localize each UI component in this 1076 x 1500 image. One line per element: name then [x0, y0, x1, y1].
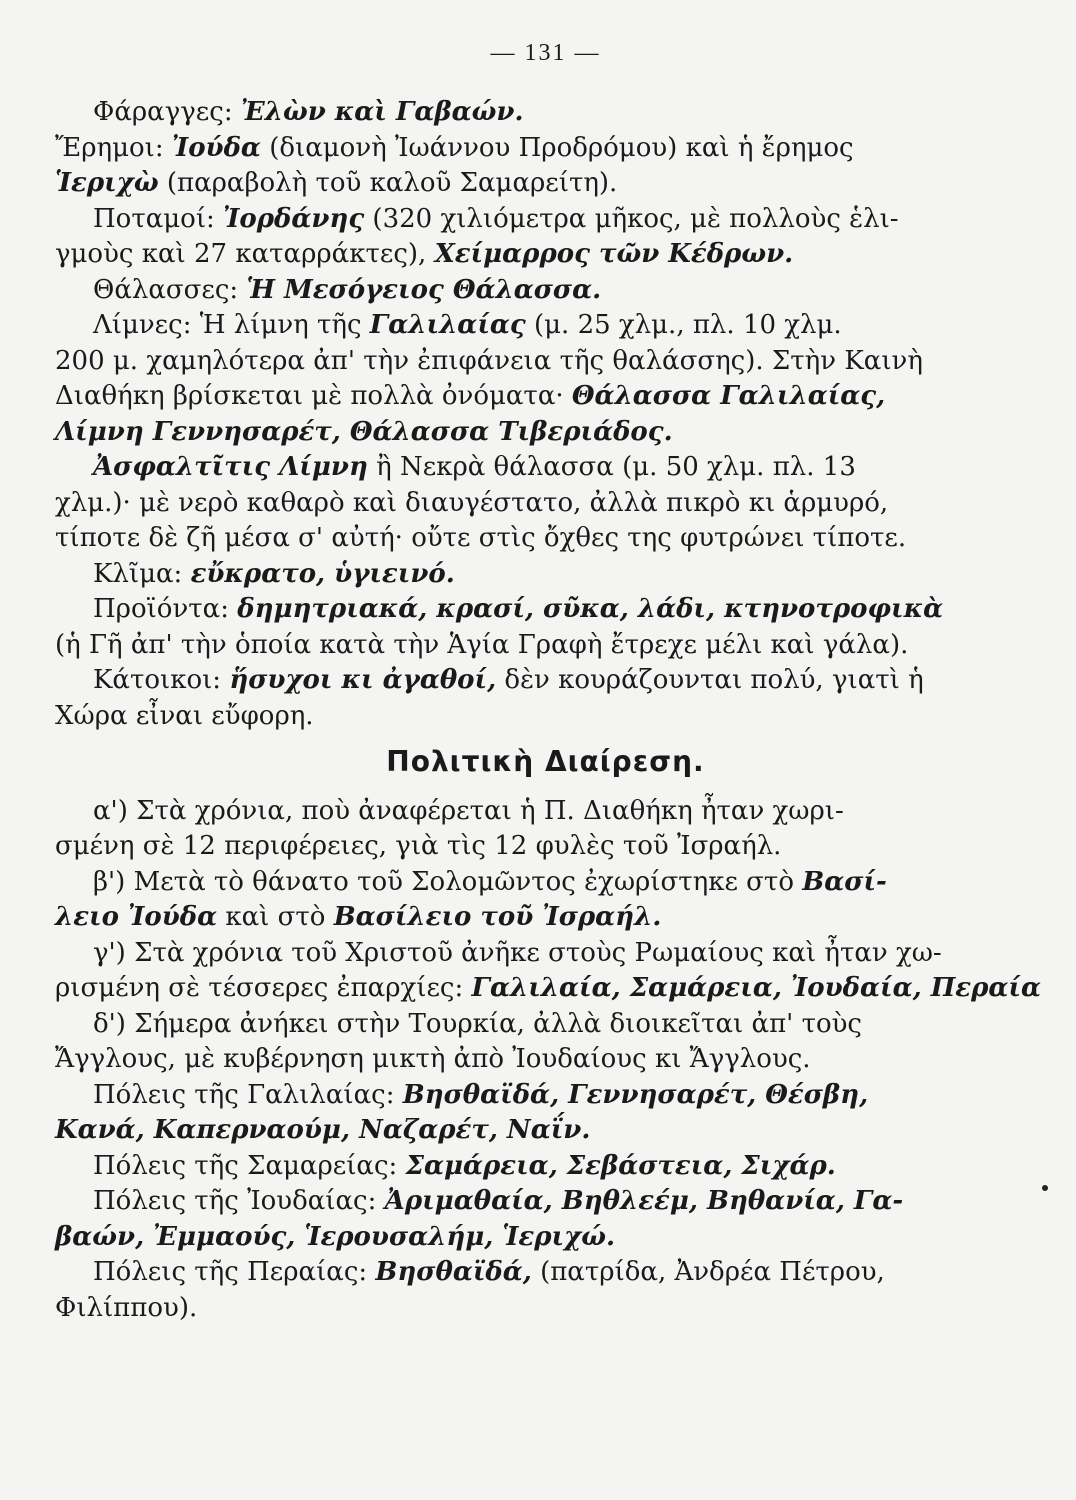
- plain-text: Φιλίππου).: [55, 1292, 198, 1323]
- emphasis-text: Ἰορδάνης: [223, 203, 365, 234]
- plain-text: Προϊόντα:: [93, 594, 238, 624]
- plain-text: γμοὺς καὶ 27 καταρράκτες),: [55, 239, 435, 269]
- emphasis-text: Βησθαϊδά, Γεννησαρέτ, Θέσβη,: [402, 1079, 869, 1110]
- text-line: [55, 1184, 996, 1220]
- plain-text: Ἄγγλους, μὲ κυβέρνηση μικτὴ ἀπὸ Ἰουδαίους κι Ἄγγλους.: [55, 1044, 811, 1074]
- plain-text: τίποτε δὲ ζῆ μέσα σ' αὐτή· οὔτε στὶς ὄχθες της φυτρώνει τίποτε.: [55, 523, 907, 553]
- text-line: [55, 202, 996, 238]
- emphasis-text: Ἱεριχὼ: [55, 168, 159, 198]
- plain-text: δὲν κουράζουνται πολύ, γιατὶ ἡ: [496, 665, 924, 695]
- emphasis-text: βαών, Ἐμμαούς, Ἱερουσαλήμ, Ἱεριχώ.: [55, 1221, 616, 1252]
- text-line: [55, 415, 996, 451]
- plain-text: καὶ στὸ: [217, 902, 334, 932]
- emphasis-text: Κανά, Καπερναούμ, Ναζαρέτ, Ναΐν.: [55, 1115, 591, 1145]
- text-line: [55, 273, 996, 309]
- plain-text: (320 χιλιόμετρα μῆκος, μὲ πολλοὺς ἑλι-: [364, 203, 899, 234]
- text-line: [55, 1220, 996, 1256]
- emphasis-text: Βασίλειο τοῦ Ἰσραήλ.: [333, 902, 662, 932]
- text-line: [55, 557, 996, 593]
- plain-text: Πόλεις τῆς Γαλιλαίας:: [93, 1079, 403, 1110]
- plain-text: Πόλεις τῆς Ἰουδαίας:: [93, 1186, 385, 1216]
- text-line: [55, 592, 996, 628]
- plain-text: δ') Σήμερα ἀνήκει στὴν Τουρκία, ἀλλὰ διοικεῖται ἀπ' τοὺς: [93, 1008, 862, 1039]
- text-line: [55, 1149, 996, 1185]
- text-line: [55, 1255, 996, 1291]
- text-line: [55, 486, 996, 522]
- plain-text: Κάτοικοι:: [93, 665, 230, 695]
- text-line: [55, 379, 996, 415]
- emphasis-text: Ἡ Μεσόγειος Θάλασσα.: [246, 274, 602, 305]
- text-line: [55, 900, 996, 936]
- emphasis-text: ἥσυχοι κι ἀγαθοί,: [229, 665, 497, 695]
- emphasis-text: Θάλασσα Γαλιλαίας,: [571, 381, 886, 411]
- emphasis-text: λειο Ἰούδα: [55, 902, 218, 932]
- text-line: [55, 699, 996, 735]
- text-line: [55, 1042, 996, 1078]
- text-line: [55, 237, 996, 273]
- plain-text: Φάραγγες:: [93, 97, 241, 127]
- text-line: [55, 794, 996, 830]
- geography-section: [55, 95, 996, 734]
- emphasis-text: Λίμνη Γεννησαρέτ, Θάλασσα Τιβεριάδος.: [55, 416, 673, 447]
- plain-text: (ἡ Γῆ ἀπ' τὴν ὁποία κατὰ τὴν Ἁγία Γραφὴ ἔτρεχε μέλι καὶ γάλα).: [55, 629, 909, 660]
- emphasis-text: Χείμαρρος τῶν Κέδρων.: [434, 239, 794, 269]
- plain-text: Πόλεις τῆς Περαίας:: [93, 1257, 376, 1287]
- text-line: [55, 95, 996, 131]
- text-line: [55, 936, 996, 972]
- text-line: [55, 971, 1041, 1007]
- text-line: [55, 663, 996, 699]
- plain-text: Χώρα εἶναι εὔφορη.: [55, 700, 314, 731]
- plain-text: Ἔρημοι:: [55, 132, 172, 163]
- plain-text: (μ. 25 χλμ., πλ. 10 χλμ.: [525, 310, 842, 340]
- plain-text: γ') Στὰ χρόνια τοῦ Χριστοῦ ἀνῆκε στοὺς Ρωμαίους καὶ ἦταν χω-: [93, 937, 942, 968]
- plain-text: 200 μ. χαμηλότερα ἀπ' τὴν ἐπιφάνεια τῆς θαλάσσης). Στὴν Καινὴ: [55, 345, 923, 376]
- plain-text: (διαμονὴ Ἰωάννου Προδρόμου) καὶ ἡ ἔρημος: [260, 132, 854, 163]
- text-line: [55, 628, 996, 664]
- plain-text: (παραβολὴ τοῦ καλοῦ Σαμαρείτη).: [158, 168, 618, 198]
- plain-text: Διαθήκη βρίσκεται μὲ πολλὰ ὀνόματα·: [55, 381, 572, 411]
- emphasis-text: Ἀριμαθαία, Βηθλεέμ, Βηθανία, Γα-: [384, 1186, 904, 1216]
- emphasis-text: Βησθαϊδά,: [375, 1257, 532, 1287]
- plain-text: β') Μετὰ τὸ θάνατο τοῦ Σολομῶντος ἐχωρίστηκε στὸ: [93, 866, 803, 897]
- text-line: [55, 131, 996, 167]
- text-line: [55, 1113, 996, 1149]
- emphasis-text: εὔκρατο, ὑγιεινό.: [190, 558, 455, 589]
- political-division-section: [55, 794, 1041, 1327]
- text-line: [55, 829, 996, 865]
- emphasis-text: Βασί-: [802, 866, 887, 897]
- emphasis-text: Ἀσφαλτῖτις Λίμνη: [93, 452, 368, 482]
- page-body: [55, 95, 1041, 1326]
- plain-text: α') Στὰ χρόνια, ποὺ ἀναφέρεται ἡ Π. Διαθήκη ἦταν χωρι-: [93, 795, 844, 826]
- page-number: — 131 —: [490, 40, 601, 66]
- plain-text: ἢ Νεκρὰ θάλασσα (μ. 50 χλμ. πλ. 13: [367, 452, 856, 482]
- emphasis-text: Σαμάρεια, Σεβάστεια, Σιχάρ.: [405, 1150, 836, 1181]
- text-line: [55, 1007, 996, 1043]
- plain-text: (πατρίδα, Ἀνδρέα Πέτρου,: [531, 1257, 885, 1287]
- text-line: [55, 1291, 996, 1327]
- plain-text: Λίμνες: Ἡ λίμνη τῆς: [93, 310, 370, 340]
- ink-dot: [1042, 1185, 1048, 1191]
- plain-text: Πόλεις τῆς Σαμαρείας:: [93, 1150, 406, 1181]
- emphasis-text: δημητριακά, κρασί, σῦκα, λάδι, κτηνοτροφικὰ: [237, 594, 944, 624]
- text-line: [55, 1078, 996, 1114]
- emphasis-text: Ἰούδα: [171, 132, 261, 163]
- emphasis-text: Γαλιλαίας: [369, 310, 526, 340]
- text-line: [55, 865, 996, 901]
- text-line: [55, 521, 996, 557]
- plain-text: Κλῖμα:: [93, 558, 191, 589]
- emphasis-text: Γαλιλαία, Σαμάρεια, Ἰουδαία, Περαία: [471, 973, 1041, 1003]
- emphasis-text: Ἐλὼν καὶ Γαβαών.: [240, 97, 524, 127]
- text-line: [55, 166, 996, 202]
- plain-text: ρισμένη σὲ τέσσερες ἐπαρχίες:: [55, 973, 472, 1003]
- plain-text: Ποταμοί:: [93, 203, 224, 234]
- section-heading: Πολιτικὴ Διαίρεση.: [386, 745, 705, 778]
- text-line: [55, 308, 996, 344]
- text-line: [55, 450, 996, 486]
- plain-text: χλμ.)· μὲ νερὸ καθαρὸ καὶ διαυγέστατο, ἀλλὰ πικρὸ κι ἁρμυρό,: [55, 487, 889, 518]
- plain-text: Θάλασσες:: [93, 274, 247, 305]
- text-line: [55, 344, 996, 380]
- plain-text: σμένη σὲ 12 περιφέρειες, γιὰ τὶς 12 φυλὲς τοῦ Ἰσραήλ.: [55, 831, 782, 861]
